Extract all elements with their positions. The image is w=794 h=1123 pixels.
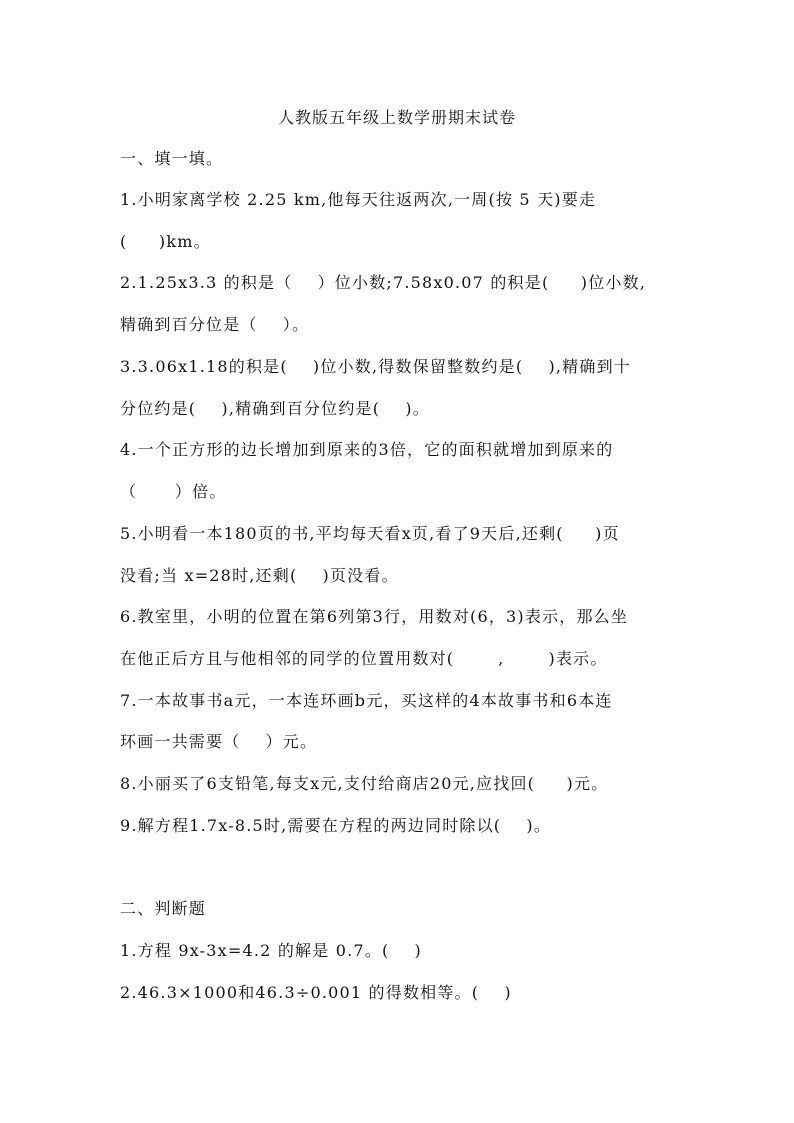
question-6-line-1: 6.教室里，小明的位置在第6列第3行，用数对(6，3)表示，那么坐 <box>120 607 629 626</box>
question-1-line-2: ( )km。 <box>120 232 211 251</box>
page-title: 人教版五年级上数学册期末试卷 <box>277 108 516 127</box>
question-2-line-2: 精确到百分位是（ ）。 <box>120 315 310 334</box>
section-2-heading: 二、判断题 <box>120 899 207 918</box>
question-1-line-1: 1.小明家离学校 2.25 km,他每天往返两次,一周(按 5 天)要走 <box>120 190 597 209</box>
question-5-line-2: 没看;当 x=28时,还剩( )页没看。 <box>120 566 399 585</box>
question-2-line-1: 2.1.25x3.3 的积是（ ）位小数;7.58x0.07 的积是( )位小数, <box>120 273 647 292</box>
question-4-line-2: （ ）倍。 <box>120 482 227 501</box>
question-5-line-1: 5.小明看一本180页的书,平均每天看x页,看了9天后,还剩( )页 <box>120 524 620 543</box>
question-6-line-2: 在他正后方且与他相邻的同学的位置用数对( , )表示。 <box>120 649 608 668</box>
question-8-line: 8.小丽买了6支铅笔,每支x元,支付给商店20元,应找回( )元。 <box>120 774 609 793</box>
question-9-line: 9.解方程1.7x-8.5时,需要在方程的两边同时除以( )。 <box>120 816 552 835</box>
judge-question-1: 1.方程 9x-3x=4.2 的解是 0.7。( ) <box>120 941 422 960</box>
question-3-line-2: 分位约是( ),精确到百分位约是( )。 <box>120 399 430 418</box>
question-4-line-1: 4.一个正方形的边长增加到原来的3倍，它的面积就增加到原来的 <box>120 440 614 459</box>
section-1-heading: 一、填一填。 <box>120 149 224 168</box>
question-3-line-1: 3.3.06x1.18的积是( )位小数,得数保留整数约是( ),精确到十 <box>120 357 631 376</box>
judge-question-2: 2.46.3×1000和46.3÷0.001 的得数相等。( ) <box>120 983 512 1002</box>
question-7-line-1: 7.一本故事书a元，一本连环画b元，买这样的4本故事书和6本连 <box>120 691 613 710</box>
question-7-line-2: 环画一共需要（ ）元。 <box>120 732 318 751</box>
